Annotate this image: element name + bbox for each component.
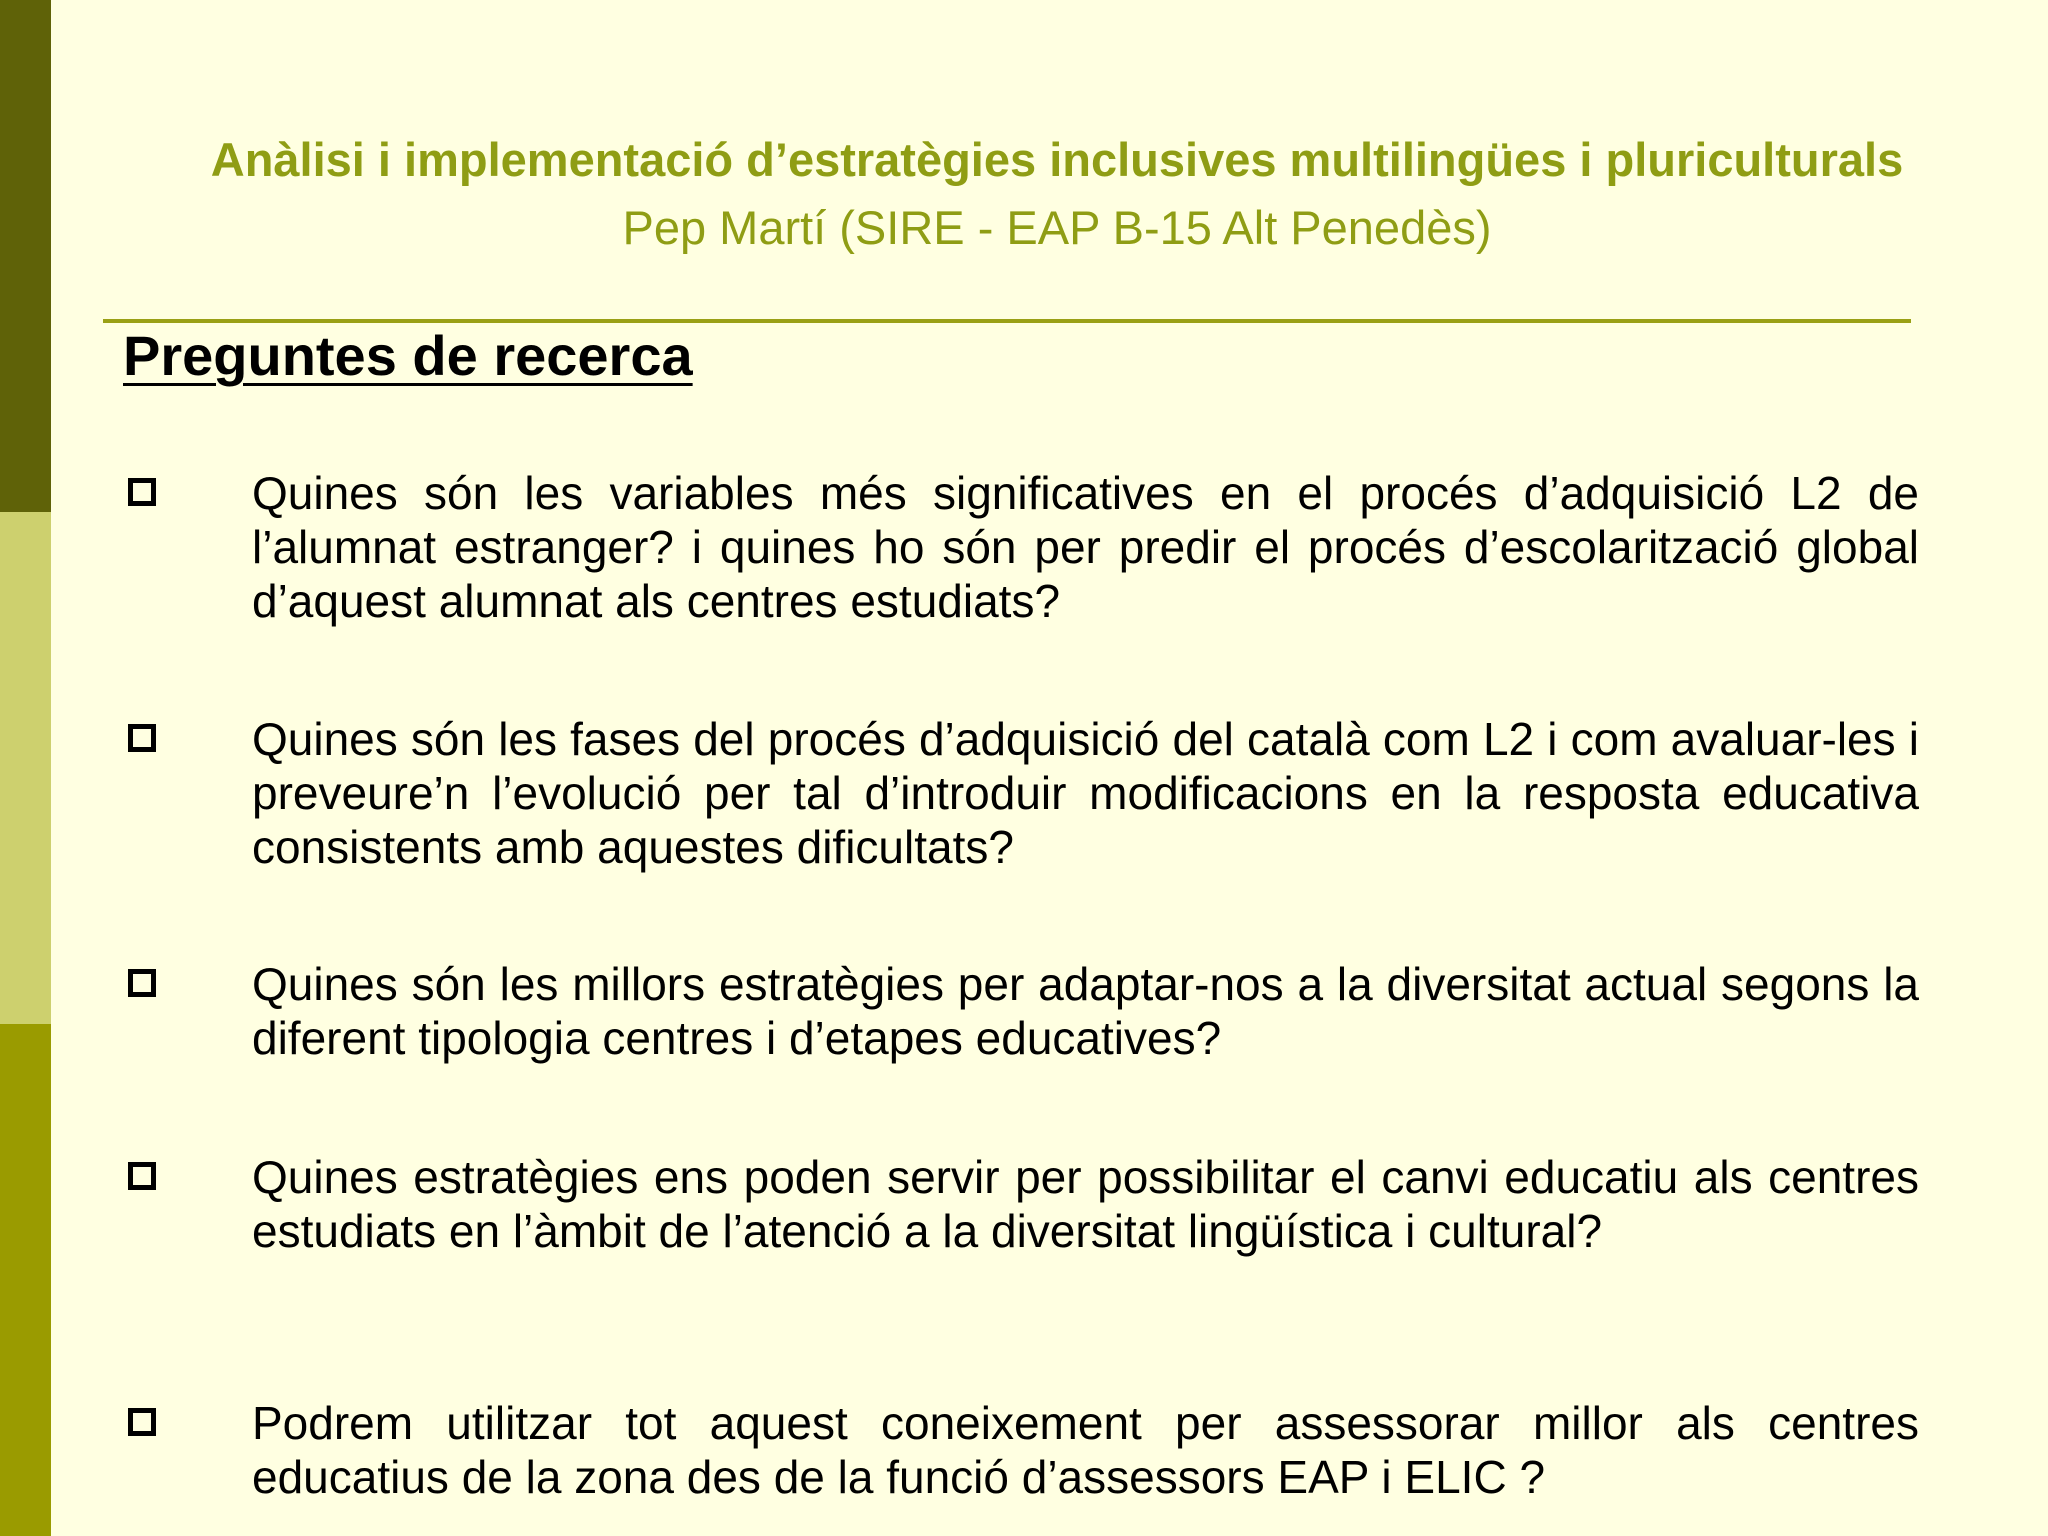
question-text: Quines estratègies ens poden servir per possibilitar el canvi educatiu als centres estudiats en l’àmbit de l’atenció a la diversitat lingüística i cultural?	[252, 1151, 1919, 1257]
square-bullet-icon	[128, 969, 156, 997]
question-text: Quines són les fases del procés d’adquisició del català com L2 i com avaluar-les i preveure’n l’evolució per tal d’introduir modificacions en la resposta educativa consistents amb aquestes dificultats?	[252, 713, 1919, 873]
square-bullet-icon	[128, 1162, 156, 1190]
slide-subtitle: Pep Martí (SIRE - EAP B-15 Alt Penedès)	[622, 201, 1492, 254]
question-text: Quines són les variables més significatives en el procés d’adquisició L2 de l’alumnat estranger? i quines ho són per predir el procés d’escolarització global d’aquest alumnat als centres estudiats?	[252, 467, 1919, 627]
slide-title: Anàlisi i implementació d’estratègies inclusives multilingües i pluriculturals	[210, 133, 1904, 186]
square-bullet-icon	[128, 1408, 156, 1436]
question-text: Quines són les millors estratègies per adaptar-nos a la diversitat actual segons la diferent tipologia centres i d’etapes educatives?	[252, 958, 1919, 1064]
question-text: Podrem utilitzar tot aquest coneixement per assessorar millor als centres educatius de la zona des de la funció d’assessors EAP i ELIC ?	[252, 1397, 1919, 1503]
side-bar-top	[0, 0, 51, 512]
side-bar-bottom	[0, 1024, 51, 1536]
square-bullet-icon	[128, 724, 156, 752]
square-bullet-icon	[128, 478, 156, 506]
side-bar-middle	[0, 512, 51, 1024]
section-heading: Preguntes de recerca	[123, 324, 693, 387]
